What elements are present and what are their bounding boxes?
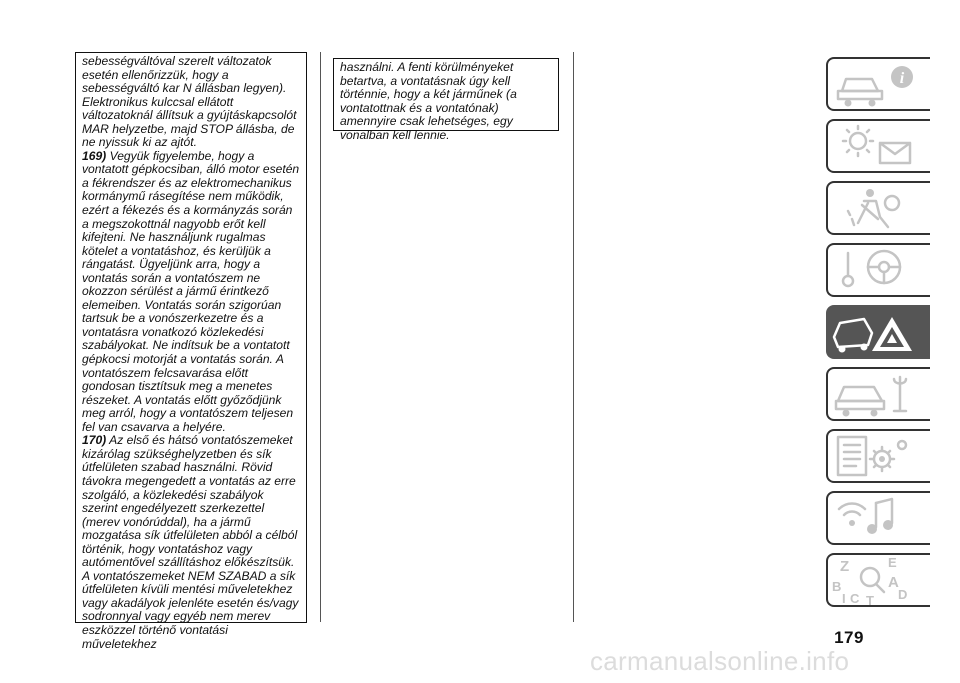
warning-text: Az első és hátsó vontatószemeket kizárólag szükséghelyzetben és sík útfelületen szabad használni. Rövid távokra megengedett a vontatás az erre szolgáló, a közlekedési szabályok szerint engedélyezett szerkezettel (merev vonórúddal), ha a jármű mozgatása sík útfelületen abból a célból történik, hogy vontatáshoz vagy autómentővel szállításhoz előkészítsük. A vontatószemeket NEM SZABAD a sík útfelületen kívüli mentési műveletekhez vagy akadályok jelenléte esetén és/vagy sodronnyal vagy egyéb nem merev eszközzel történő vontatási műveletekhez [82,433,299,651]
tab-safety[interactable] [826,181,930,235]
warning-box-left [75,52,307,651]
tab-index[interactable] [826,553,930,607]
technical-data-gear-icon [828,431,930,481]
tab-technical-data[interactable] [826,429,930,483]
index-letter: A [888,574,899,591]
index-letter: D [898,587,908,602]
index-letter: B [832,579,842,594]
tab-starting-driving[interactable] [826,243,930,297]
breakdown-warning-triangle-icon [828,307,930,357]
warning-paragraph [340,61,553,142]
tab-multimedia[interactable] [826,491,930,545]
warning-paragraph [82,150,301,434]
warning-ref-number: 170) [82,433,107,448]
index-letter: E [888,555,897,570]
car-info-icon [828,59,930,109]
multimedia-music-icon [828,493,930,543]
watermark: carmanualsonline.info [590,646,850,676]
car-maintenance-wrench-icon [828,369,930,419]
alphabetical-index-search-icon [828,555,930,605]
chapter-nav [826,57,930,615]
svg-text:i: i [899,70,905,87]
warning-box-right [333,58,559,142]
tab-emergency[interactable] [826,305,930,359]
seatbelt-airbag-icon [828,183,930,233]
tab-car-info[interactable] [826,57,930,111]
warning-paragraph [82,55,301,150]
warning-ref-number: 169) [82,148,107,163]
index-letter: C [850,591,860,605]
warning-lights-message-icon [828,121,930,171]
index-letter: T [866,593,874,605]
key-steering-wheel-icon [828,245,930,295]
column-divider [320,52,321,622]
warning-text: sebességváltóval szerelt változatok esetén ellenőrizzük, hogy a sebességváltó kar N állásban legyen). Elektronikus kulccsal ellátott változatoknál állítsuk a gyújtáskapcsolót MAR helyzetbe, majd STOP állásba, de ne nyissuk ki az ajtót. [82,54,297,150]
warning-text: Vegyük figyelembe, hogy a vontatott gépkocsiban, álló motor esetén a fékrendszer és az elektromechanikus kormánymű rásegítése nem működik, ezért a fékezés és a kormányzás során a megszokottnál nagyobb erőt kell kifejteni. Ne használjunk rugalmas kötelet a vontatáshoz, és kerüljük a rángatást. Ügyeljünk arra, hogy a vontatás során a vontatószem ne okozzon sérülést a jármű érintkező elemeiben. Vontatás során szigorúan tartsuk be a vonószerkezetre és a vontatásra vonatkozó közlekedési szabályokat. Ne indítsuk be a vontatott gépkocsi motorját a vontatás során. A vontatószem felcsavarása előtt gondosan tisztítsuk meg a menetes részeket. A vontatás előtt győződjünk meg arról, hogy a vontatószem teljesen fel van csavarva a helyére. [82,148,300,434]
tab-maintenance[interactable] [826,367,930,421]
page-number: 179 [834,628,864,647]
index-letter: Z [840,558,850,575]
warning-paragraph [82,434,301,651]
column-divider [573,52,574,622]
index-letter: I [842,591,846,605]
warning-text: használni. A fenti körülményeket betartva, a vontatásnak úgy kell történnie, hogy a két járműnek (a vontatottnak és a vontatónak) amennyire csak lehetséges, egy vonalban kell lennie. [340,60,517,142]
tab-warning-lights[interactable] [826,119,930,173]
